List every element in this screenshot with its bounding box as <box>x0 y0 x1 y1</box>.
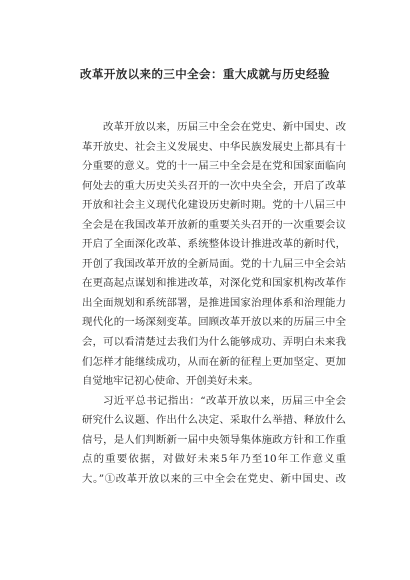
body-line: 现代化的一场深刻变革。回顾改革开放以来的历届三中全 <box>82 316 346 329</box>
body-line: 全会是在我国改革开放新的重要关头召开的一次重要会议 <box>82 218 346 231</box>
body-line: 分重要的意义。党的十一届三中全会是在党和国家面临向 <box>82 160 346 173</box>
body-line: 会，可以看清楚过去我们为什么能够成功、弄明白未来我 <box>82 336 346 349</box>
body-line: 革开放史、社会主义发展史、中华民族发展史上都具有十 <box>82 140 346 153</box>
body-line: 大。”①改革开放以来的三中全会在党史、新中国史、改 <box>82 472 346 485</box>
document-title: 改革开放以来的三中全会：重大成就与历史经验 <box>80 67 330 81</box>
body-line: 们怎样才能继续成功，从而在新的征程上更加坚定、更加 <box>82 355 346 368</box>
body-line: 点的重要依据，对做好未来5年乃至10年工作意义重 <box>82 453 346 466</box>
body-line: 改革开放以来，历届三中全会在党史、新中国史、改 <box>103 121 346 133</box>
body-line: 研究什么议题、作出什么决定、采取什么举措、释放什么 <box>82 414 346 427</box>
body-line: 开创了我国改革开放的全新局面。党的十九届三中全会站 <box>82 257 346 270</box>
body-line: 开放和社会主义现代化建设历史新时期。党的十八届三中 <box>82 199 346 212</box>
body-line: 在更高起点谋划和推进改革，对深化党和国家机构改革作 <box>82 277 346 290</box>
body-line: 信号，是人们判断新一届中央领导集体施政方针和工作重 <box>82 433 346 446</box>
body-line: 习近平总书记指出：“改革开放以来，历届三中全会 <box>103 394 346 407</box>
body-line: 自觉地牢记初心使命、开创美好未来。 <box>82 375 259 388</box>
document-body <box>82 118 346 489</box>
body-line: 出全面规划和系统部署，是推进国家治理体系和治理能力 <box>82 296 346 309</box>
body-line: 开启了全面深化改革、系统整体设计推进改革的新时代， <box>82 238 346 251</box>
body-line: 何处去的重大历史关头召开的一次中央全会，开启了改革 <box>82 179 346 192</box>
